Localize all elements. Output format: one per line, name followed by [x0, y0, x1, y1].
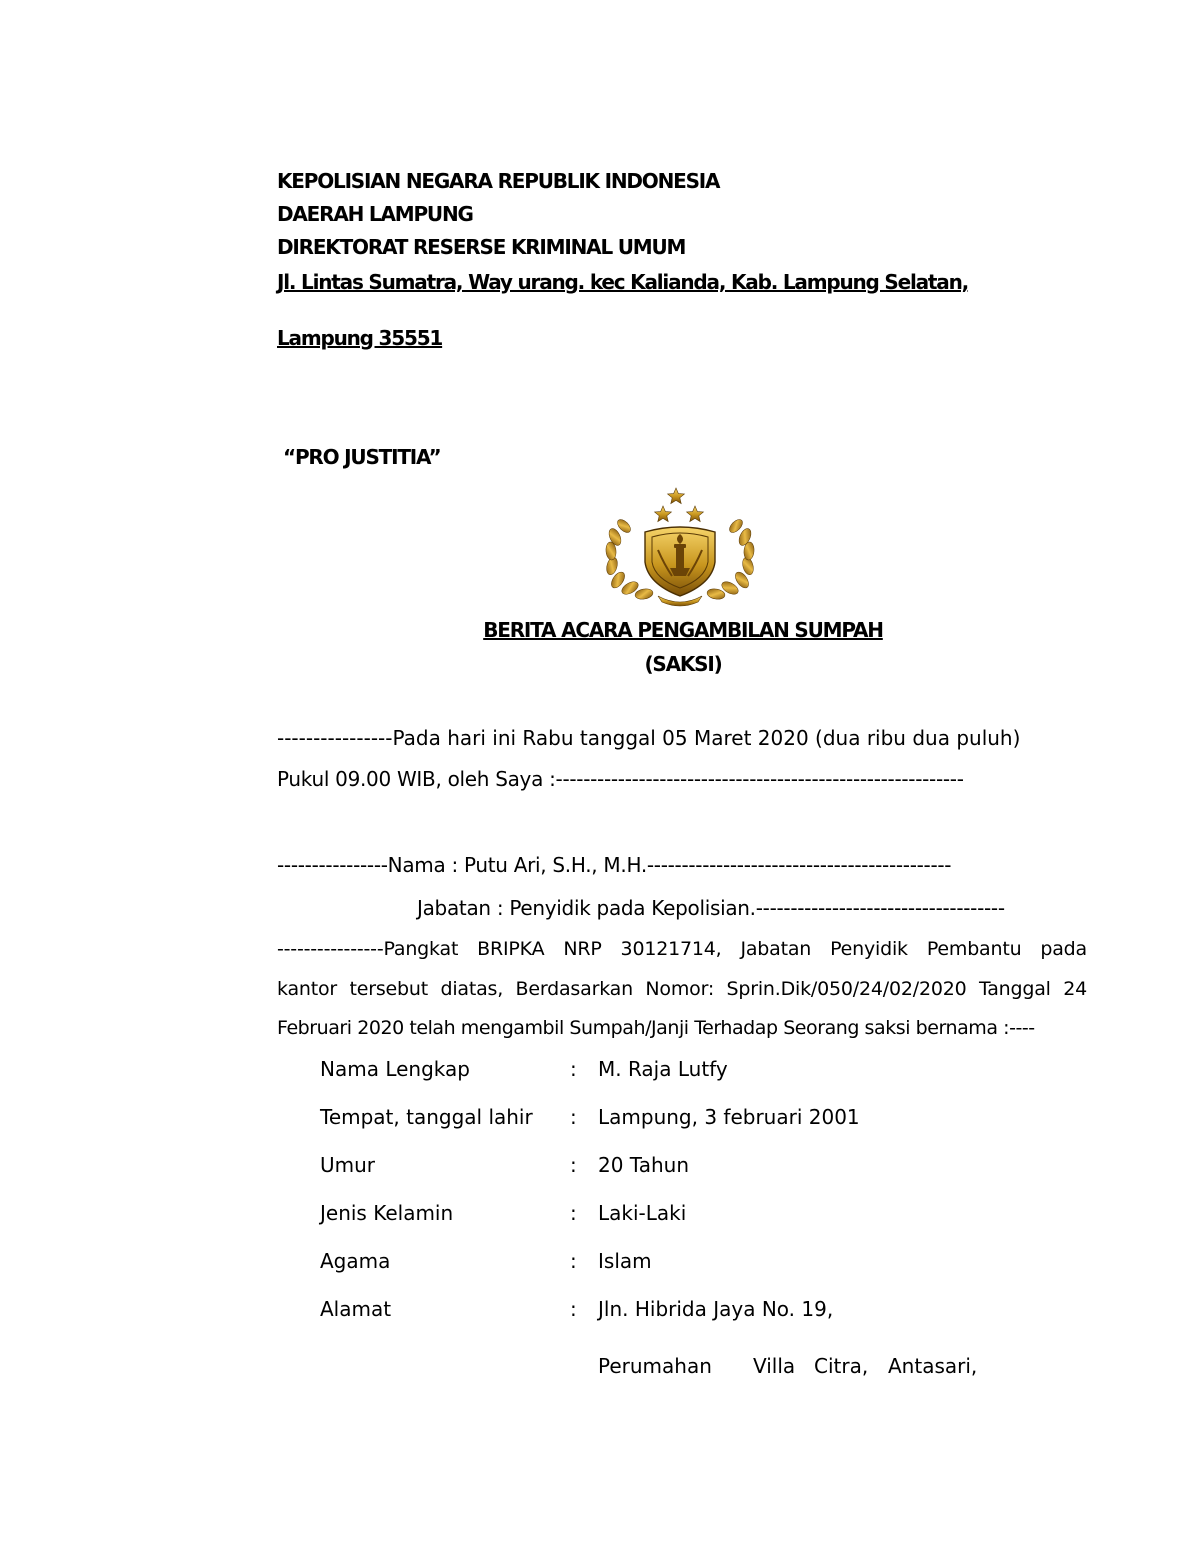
- witness-colon: :: [570, 1105, 577, 1129]
- header-line-1: KEPOLISIAN NEGARA REPUBLIK INDONESIA: [277, 169, 720, 193]
- witness-colon: :: [570, 1057, 577, 1081]
- police-emblem-icon: [600, 484, 760, 610]
- witness-label: Nama Lengkap: [320, 1057, 470, 1081]
- opening-line-2: Pukul 09.00 WIB, oleh Saya :-----------------------------------------------------------: [277, 767, 964, 791]
- header-address-1: Jl. Lintas Sumatra, Way urang. kec Kalianda, Kab. Lampung Selatan,: [277, 270, 969, 294]
- witness-colon: :: [570, 1201, 577, 1225]
- address-word: Perumahan: [598, 1354, 712, 1378]
- witness-label: Jenis Kelamin: [320, 1201, 454, 1225]
- witness-value: 20 Tahun: [598, 1153, 689, 1177]
- header-address-2: Lampung 35551: [277, 326, 443, 350]
- witness-label: Agama: [320, 1249, 391, 1273]
- officer-name-line: ----------------Nama : Putu Ari, S.H., M.H.--------------------------------------------: [277, 853, 952, 877]
- witness-value: Lampung, 3 februari 2001: [598, 1105, 860, 1129]
- witness-label: Tempat, tanggal lahir: [320, 1105, 533, 1129]
- witness-value: M. Raja Lutfy: [598, 1057, 728, 1081]
- witness-label: Umur: [320, 1153, 376, 1177]
- document-subtitle: (SAKSI): [644, 652, 722, 676]
- address-word: Citra,: [814, 1354, 869, 1378]
- witness-colon: :: [570, 1153, 577, 1177]
- witness-value: Laki-Laki: [598, 1201, 687, 1225]
- witness-colon: :: [570, 1297, 577, 1321]
- statement-line-1: ----------------Pangkat BRIPKA NRP 30121714, Jabatan Penyidik Pembantu pada: [277, 938, 1087, 960]
- witness-colon: :: [570, 1249, 577, 1273]
- header-line-3: DIREKTORAT RESERSE KRIMINAL UMUM: [277, 235, 686, 259]
- statement-line-3: Februari 2020 telah mengambil Sumpah/Janji Terhadap Seorang saksi bernama :----: [277, 1017, 1035, 1039]
- witness-value: Jln. Hibrida Jaya No. 19,: [598, 1297, 834, 1321]
- opening-line-1: ----------------Pada hari ini Rabu tanggal 05 Maret 2020 (dua ribu dua puluh): [277, 726, 1021, 750]
- statement-line-2: kantor tersebut diatas, Berdasarkan Nomor: Sprin.Dik/050/24/02/2020 Tanggal 24: [277, 978, 1087, 1000]
- pro-justitia: “PRO JUSTITIA”: [283, 445, 441, 469]
- star-icon: [655, 488, 704, 522]
- officer-position-line: Jabatan : Penyidik pada Kepolisian.------------------------------------: [417, 896, 1005, 920]
- address-word: Antasari,: [888, 1354, 978, 1378]
- header-line-2: DAERAH LAMPUNG: [277, 202, 473, 226]
- witness-value: Islam: [598, 1249, 652, 1273]
- address-word: Villa: [753, 1354, 796, 1378]
- document-title: BERITA ACARA PENGAMBILAN SUMPAH: [483, 618, 883, 642]
- witness-label: Alamat: [320, 1297, 392, 1321]
